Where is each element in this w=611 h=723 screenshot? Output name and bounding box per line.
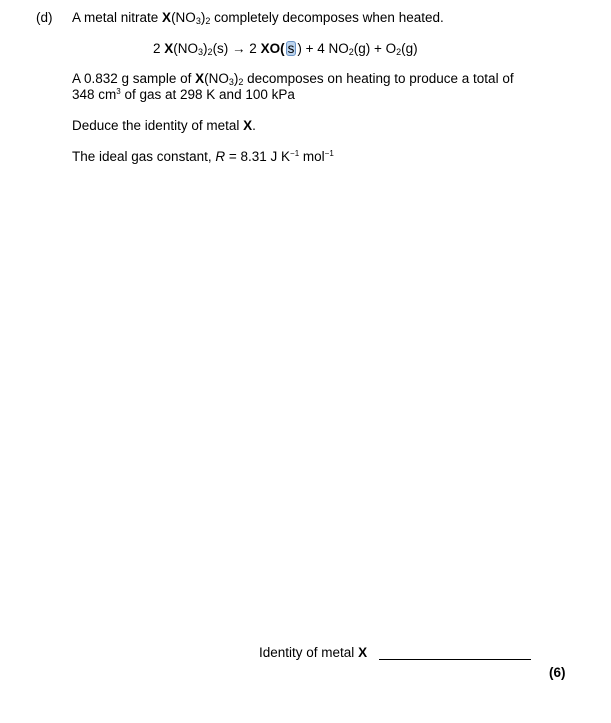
question-intro: A metal nitrate $X(NO_3)_2$ completely decomposes when heated.	[72, 10, 444, 26]
sample-text-line1: A 0.832 g sample of $X(NO_3)_2$ decomposes on heating to produce a total of	[72, 71, 514, 87]
sample-text-line2: 348 $cm^3$ of gas at 298 K and 100 kPa	[72, 87, 295, 102]
part-label: (d)	[36, 10, 53, 25]
marks-label: (6)	[549, 665, 566, 680]
answer-line[interactable]	[379, 659, 531, 660]
metal-symbol: X	[162, 10, 172, 25]
deduce-instruction: Deduce the identity of metal X.	[72, 118, 256, 133]
selected-state-highlight[interactable]: s	[287, 41, 295, 56]
gas-constant-line: The ideal gas constant, R = 8.31 J $K^{-1}$ mol$^{-1}$	[72, 149, 334, 164]
reaction-equation: 2 $X(NO_3)_2(s) \to 2$ XO( s ) + 4 $NO_2(g) + O_2(g)$	[153, 41, 418, 57]
answer-label: Identity of metal X	[259, 645, 368, 660]
